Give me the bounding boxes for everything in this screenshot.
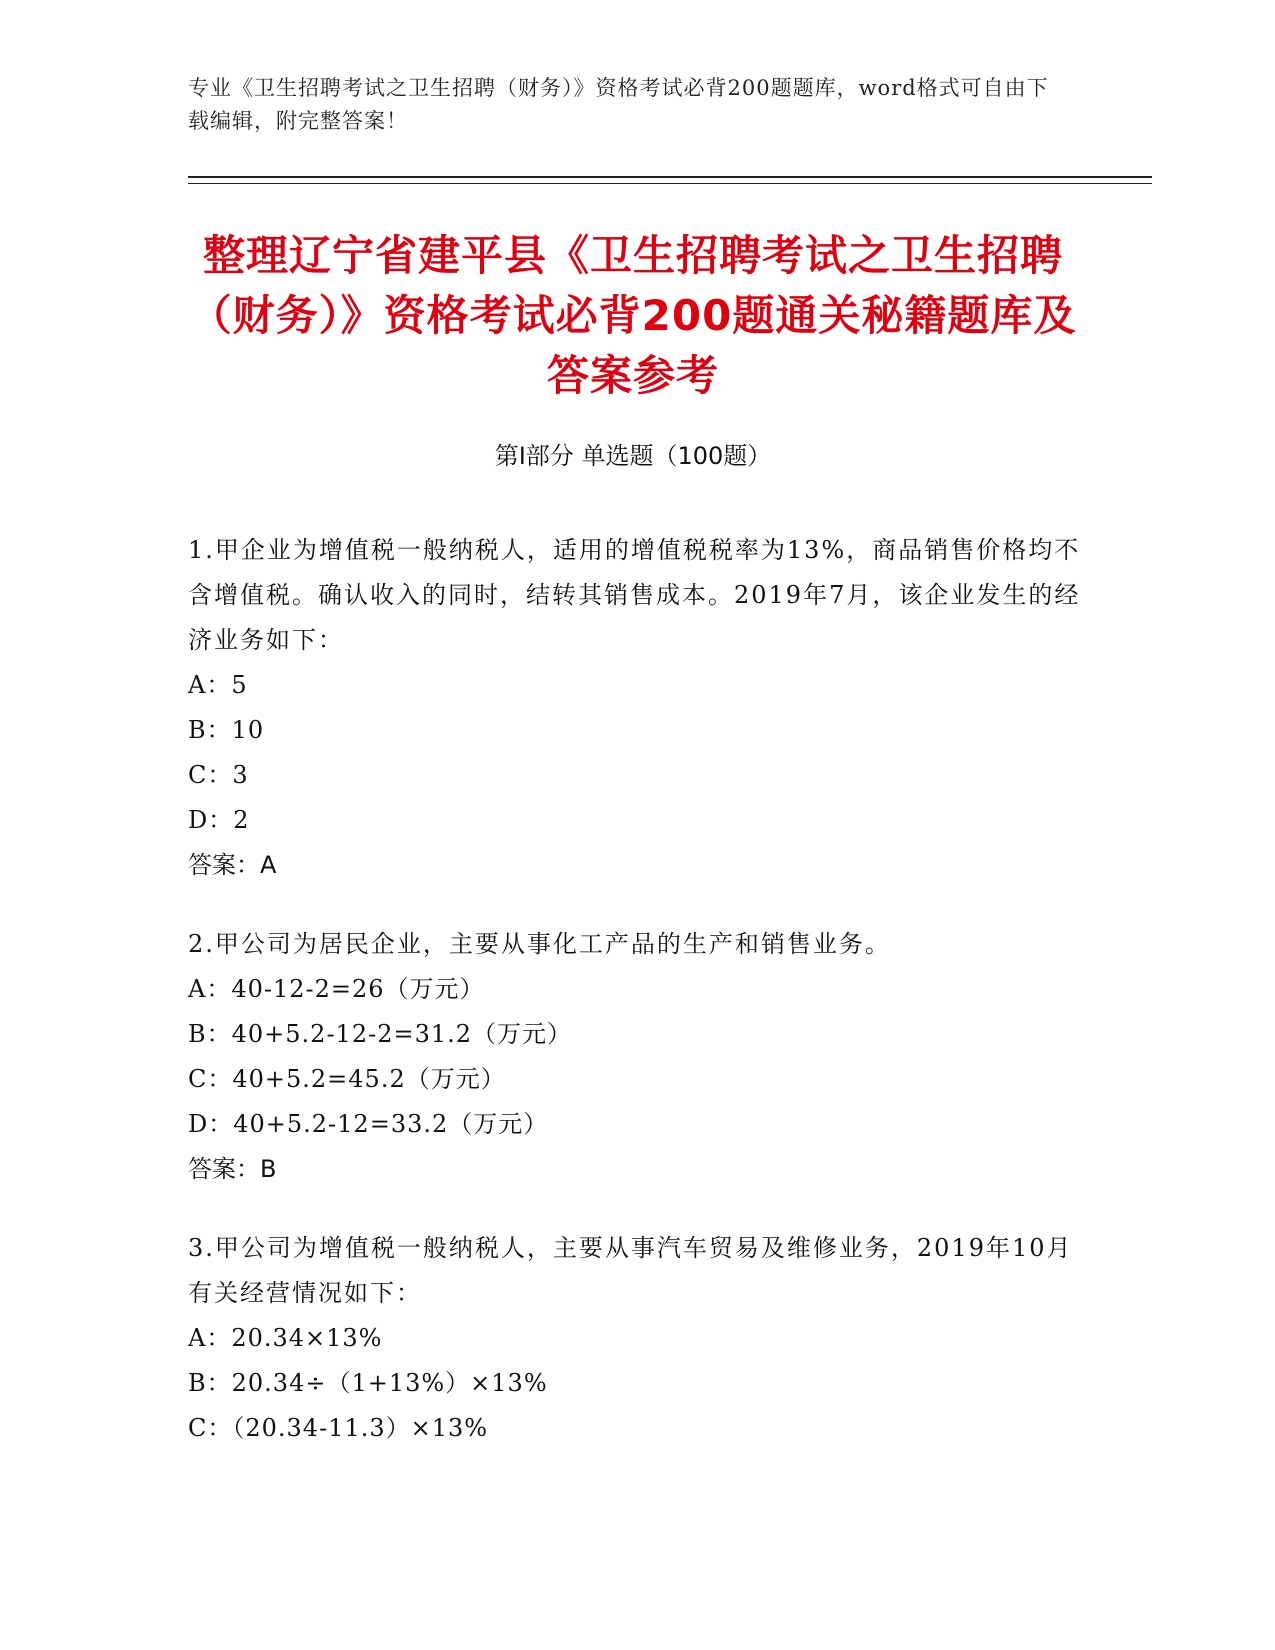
answer: 答案：A <box>188 851 277 879</box>
question-3 <box>188 1226 1088 1451</box>
option-d: D：2 <box>188 806 250 834</box>
option-a: A：20.34×13% <box>188 1324 383 1352</box>
section-heading: 第I部分 单选题（100题） <box>494 442 772 470</box>
answer: 答案：B <box>188 1155 277 1183</box>
option-d: D：40+5.2-12=33.2（万元） <box>188 1110 549 1138</box>
option-b: B：10 <box>188 716 265 744</box>
option-b: B：40+5.2-12-2=31.2（万元） <box>188 1020 573 1048</box>
option-c: C：（20.34-11.3）×13% <box>188 1414 489 1442</box>
question-stem: 3.甲公司为增值税一般纳税人，主要从事汽车贸易及维修业务，2019年10月有关经营情况如下： <box>188 1234 1073 1307</box>
option-b: B：20.34÷（1+13%）×13% <box>188 1369 548 1397</box>
question-list <box>188 528 1088 1485</box>
question-stem: 2.甲公司为居民企业，主要从事化工产品的生产和销售业务。 <box>188 930 891 958</box>
header-note: 专业《卫生招聘考试之卫生招聘（财务）》资格考试必背200题题库，word格式可自由下载编辑，附完整答案！ <box>188 76 1049 133</box>
question-2 <box>188 922 1088 1192</box>
header-rule-thin <box>188 183 1152 184</box>
question-stem: 1.甲企业为增值税一般纳税人，适用的增值税税率为13%，商品销售价格均不含增值税。确认收入的同时，结转其销售成本。2019年7月，该企业发生的经济业务如下： <box>188 536 1081 654</box>
header-rule-thick <box>188 176 1152 178</box>
option-a: A：40-12-2=26（万元） <box>188 975 485 1003</box>
option-a: A：5 <box>188 671 248 699</box>
document-title: 整理辽宁省建平县《卫生招聘考试之卫生招聘（财务）》资格考试必背200题通关秘籍题库及答案参考 <box>189 231 1077 400</box>
option-c: C：40+5.2=45.2（万元） <box>188 1065 506 1093</box>
question-1 <box>188 528 1088 888</box>
option-c: C：3 <box>188 761 249 789</box>
